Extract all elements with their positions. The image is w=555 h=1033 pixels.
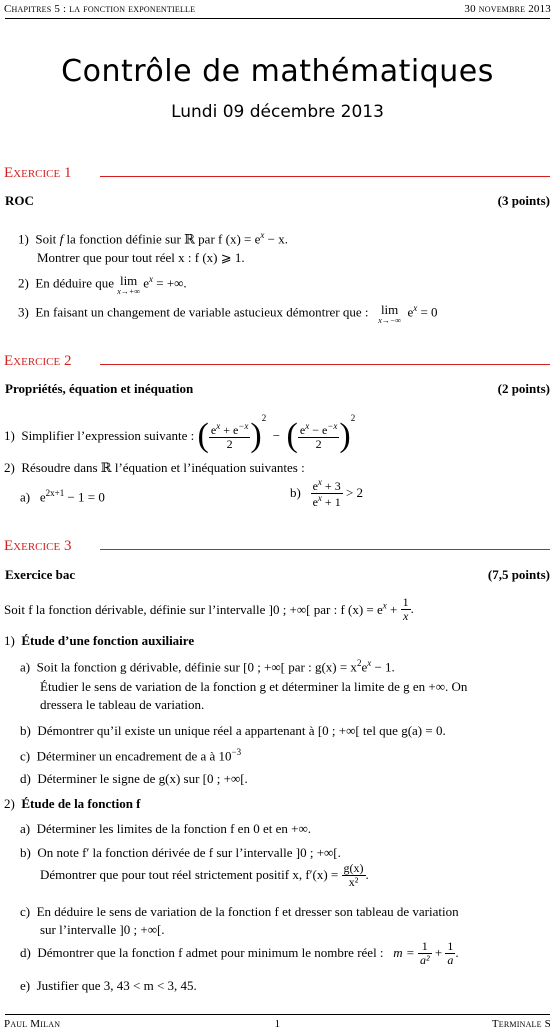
ex2-section: Propriétés, équation et inéquation bbox=[5, 381, 194, 396]
footer-rule bbox=[5, 1014, 550, 1015]
exercise-1-line bbox=[100, 176, 550, 177]
ex3-2a: a) Déterminer les limites de la fonction f en 0 et en +∞. bbox=[20, 821, 311, 836]
ex2-item-2a: a) $e^{2x+1} - 1 = 0$ bbox=[20, 488, 105, 505]
header-rule bbox=[5, 18, 550, 19]
ex1-item-2: 2) En déduire que lim x→+∞ $e^x$ = +∞. bbox=[18, 273, 187, 296]
ex2-item-2: 2) Résoudre dans ℝ l’équation et l’inéquation suivantes : bbox=[4, 460, 305, 475]
ex3-2b: b) On note f′ la fonction dérivée de f sur l’intervalle ]0 ; +∞[. bbox=[20, 845, 341, 860]
ex3-2d: d) Démontrer que la fonction f admet pour minimum le nombre réel : m = $\frac{1}{\text{a²}}$ + $\frac{1}{a}$ . bbox=[20, 939, 459, 967]
ex3-1c: c) Déterminer un encadrement de a à $10^{-3}$ bbox=[20, 747, 242, 764]
exercise-3-line bbox=[100, 549, 550, 550]
exercise-2-heading: Exercice 2 bbox=[4, 353, 72, 369]
ex3-1a-line3: dressera le tableau de variation. bbox=[40, 697, 205, 712]
ex3-1d: d) Déterminer le signe de g(x) sur [0 ; +∞[. bbox=[20, 771, 248, 786]
page-number: 1 bbox=[274, 1018, 281, 1030]
page-date: Lundi 09 décembre 2013 bbox=[171, 102, 384, 122]
header-left: Chapitres 5 : la fonction exponentielle bbox=[4, 3, 196, 15]
ex3-intro: Soit f la fonction dérivable, définie sur l’intervalle ]0 ; +∞[ par : f $(x) = e^x$ + $\frac{1}{x}$ . bbox=[4, 595, 414, 623]
ex3-1b: b) Démontrer qu’il existe un unique réel a appartenant à [0 ; +∞[ tel que g(a) = 0. bbox=[20, 723, 446, 738]
ex3-points: (7,5 points) bbox=[487, 567, 550, 582]
ex1-item-1: 1) Soit f la fonction définie sur ℝ par f $(x) = e^x - x$. bbox=[18, 230, 288, 247]
footer-right: Terminale S bbox=[491, 1018, 551, 1030]
footer-left: Paul Milan bbox=[4, 1018, 61, 1030]
exercise-1-heading: Exercice 1 bbox=[4, 165, 72, 181]
ex1-section: ROC bbox=[5, 193, 34, 208]
ex1-item-3: 3) En faisant un changement de variable astucieux démontrer que : lim x→−∞ $e^x = 0$ bbox=[18, 302, 438, 325]
ex2-item-1: 1) Simplifier l’expression suivante : ( $\frac{e^x + e^{-x}}{2}$ )$^2$ − ( $\frac{e^x - e^{-x}}{2}$ )$^2$ bbox=[4, 413, 356, 455]
ex2-points: (2 points) bbox=[497, 381, 550, 396]
ex3-1a: a) Soit la fonction g dérivable, définie sur [0 ; +∞[ par : $g(x) = x^2e^x - 1$. bbox=[20, 658, 395, 675]
ex3-2c: c) En déduire le sens de variation de la fonction f et dresser son tableau de variation bbox=[20, 904, 459, 919]
exercise-2-line bbox=[100, 364, 550, 365]
ex3-2b-line2: Démontrer que pour tout réel strictement positif x, f′(x) = $\frac{g(x)}{\text{x²}}$ . bbox=[40, 861, 369, 889]
ex3-section: Exercice bac bbox=[5, 567, 76, 582]
ex3-2c-line2: sur l’intervalle ]0 ; +∞[. bbox=[40, 922, 165, 937]
header-right: 30 novembre 2013 bbox=[464, 3, 551, 15]
ex3-2e: e) Justifier que 3, 43 < m < 3, 45. bbox=[20, 978, 197, 993]
ex1-item-1-line2: Montrer que pour tout réel x : f (x) ⩾ 1. bbox=[37, 250, 245, 265]
ex3-1a-line2: Étudier le sens de variation de la fonction g et déterminer la limite de g en +∞. On bbox=[40, 679, 468, 694]
ex3-part-1: 1) Étude d’une fonction auxiliaire bbox=[4, 633, 195, 648]
page-title: Contrôle de mathématiques bbox=[61, 54, 494, 89]
exercise-3-heading: Exercice 3 bbox=[4, 538, 72, 554]
ex3-part-2: 2) Étude de la fonction f bbox=[4, 796, 141, 811]
ex1-points: (3 points) bbox=[497, 193, 550, 208]
ex2-item-2b: b) $\frac{e^x + 3}{e^x + 1}$ > 2 bbox=[290, 477, 364, 509]
